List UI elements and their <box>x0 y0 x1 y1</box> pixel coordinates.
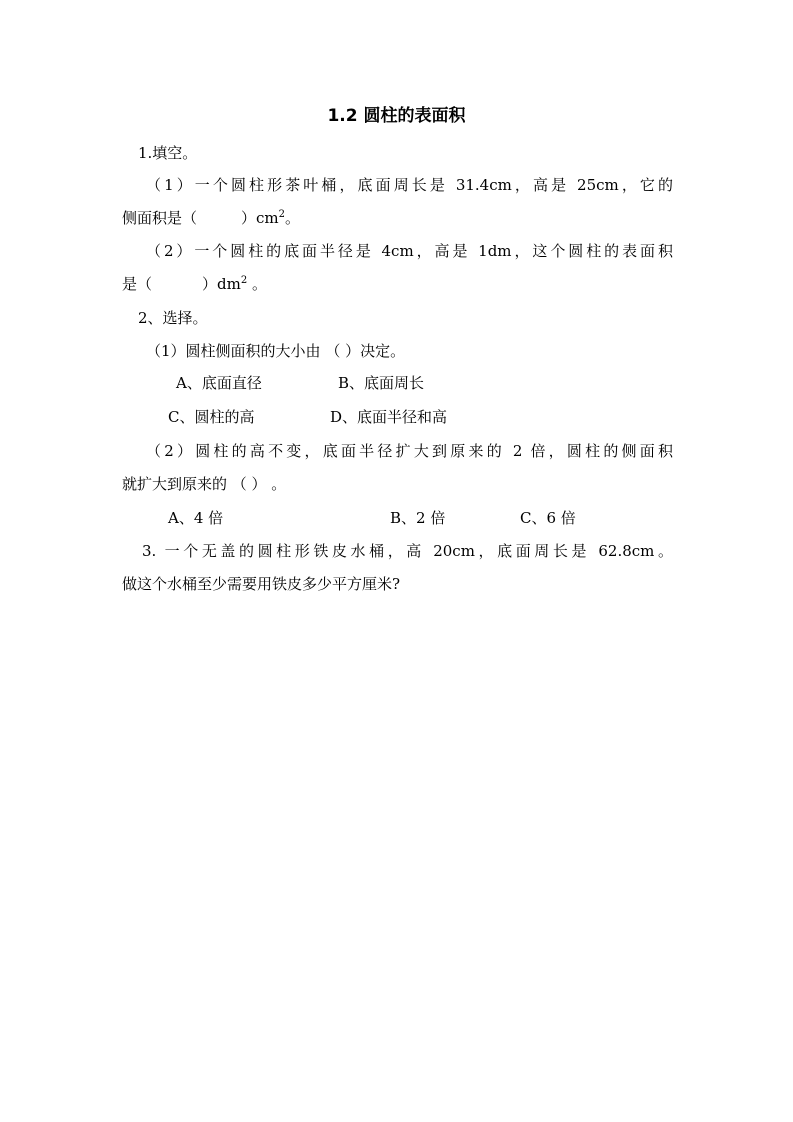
section2-q2-line2: 就扩大到原来的 （ ） 。 <box>122 475 287 493</box>
q2-line2-prefix: 是（ <box>122 275 153 293</box>
option-d[interactable]: D、底面半径和高 <box>330 408 448 426</box>
q2-line2-unit: ）dm <box>202 275 241 293</box>
section2-heading: 2、选择。 <box>138 309 208 327</box>
q2-line2-end: 。 <box>247 275 267 293</box>
section1-q2-line1: （2）一个圆柱的底面半径是 4cm，高是 1dm，这个圆柱的表面积 <box>146 242 673 260</box>
section3-line1: 3. 一个无盖的圆柱形铁皮水桶，高 20cm，底面周长是 62.8cm。 <box>142 542 673 560</box>
section2-q2-line1: （2）圆柱的高不变，底面半径扩大到原来的 2 倍，圆柱的侧面积 <box>146 442 673 460</box>
option-6x[interactable]: C、6 倍 <box>520 509 576 527</box>
option-c[interactable]: C、圆柱的高 <box>168 408 255 426</box>
q1-line2-prefix: 侧面积是（ <box>122 209 198 227</box>
section1-q1-line1: （1）一个圆柱形茶叶桶，底面周长是 31.4cm，高是 25cm，它的 <box>146 176 673 194</box>
section1-q1-line2 <box>122 207 300 229</box>
q1-line2-unit: ）cm <box>241 209 279 227</box>
q1-unit-superscript: 2 <box>278 209 286 220</box>
option-4x[interactable]: A、4 倍 <box>168 509 224 527</box>
section1-heading: 1.填空。 <box>138 144 198 162</box>
option-a[interactable]: A、底面直径 <box>176 374 262 392</box>
section3-line2: 做这个水桶至少需要用铁皮多少平方厘米? <box>122 575 401 593</box>
page-title: 1.2 圆柱的表面积 <box>327 106 466 126</box>
option-2x[interactable]: B、2 倍 <box>390 509 446 527</box>
section2-q1-text: （1）圆柱侧面积的大小由 （ ）决定。 <box>146 342 406 360</box>
q2-unit-superscript: 2 <box>240 275 248 286</box>
option-b[interactable]: B、底面周长 <box>338 374 425 392</box>
section1-q2-line2 <box>122 273 267 295</box>
q1-line2-end: 。 <box>285 209 301 227</box>
